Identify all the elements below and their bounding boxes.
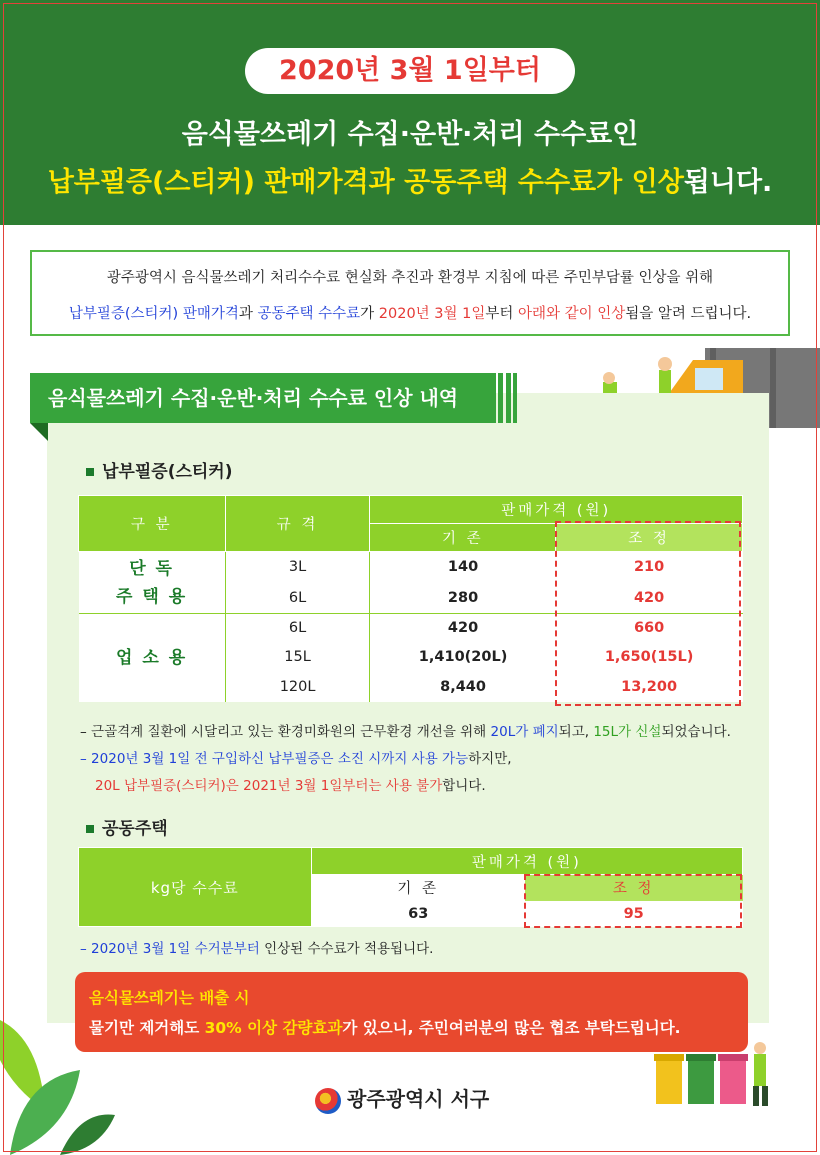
fee-details-panel: [47, 393, 769, 1023]
category-label: 주 택 용: [116, 586, 188, 607]
org-name: 광주광역시 서구: [347, 1087, 490, 1111]
banner-stripe: [513, 373, 517, 423]
sticker-note-2: [80, 747, 512, 767]
note-date-text: 2020년 3월 1일 수거분부터: [91, 941, 260, 957]
note-15l-created: 15L가 신설: [593, 724, 662, 740]
new-price-cell: 210: [556, 552, 743, 583]
notice-sticker-text: 납부필증(스티커) 판매가격: [68, 306, 239, 322]
callout-line2: [89, 1016, 681, 1038]
col-size-header: 규 격: [225, 496, 370, 552]
leaf-decoration: [0, 1000, 120, 1155]
note-text: 인상된 수수료가 적용됩니다.: [259, 941, 434, 957]
bullet-square-icon: [86, 468, 94, 476]
apt-col-old-header: 기 존: [311, 875, 525, 901]
sticker-heading: [86, 457, 233, 482]
footer-org: [315, 1083, 489, 1114]
sticker-note-3: [95, 774, 486, 794]
seogu-logo-icon: [315, 1088, 341, 1114]
apt-new-fee: 95: [525, 901, 743, 927]
size-cell: 6L: [225, 583, 370, 614]
callout-line1: 음식물쓰레기는 배출 시: [89, 989, 250, 1007]
new-price-cell: 660: [556, 614, 743, 643]
notice-apartment-text: 공동주택 수수료: [257, 306, 361, 322]
bullet-square-icon: [86, 825, 94, 833]
table-row: [79, 614, 743, 643]
title-suffix: 됩니다.: [683, 167, 773, 198]
banner-fold: [30, 423, 48, 441]
col-new-header: 조 정: [556, 524, 743, 552]
apt-col-new-header: 조 정: [525, 875, 743, 901]
apt-col-price-header: 판매가격 (원): [311, 848, 742, 875]
callout-text: 가 있으니, 주민여러분의 많은 협조 부탁드립니다.: [342, 1019, 681, 1037]
note-dash: –: [80, 751, 92, 767]
note-20l-abolished: 20L가 폐지: [490, 724, 559, 740]
apartment-heading: [86, 814, 168, 839]
category-label: 단 독: [129, 558, 174, 579]
note-dash: –: [80, 941, 92, 957]
old-price-cell: 1,410(20L): [370, 643, 556, 672]
notice-text: 부터: [485, 306, 518, 322]
notice-text: 가: [360, 306, 379, 322]
category-business: 업 소 용: [79, 614, 226, 702]
apartment-fee-table: [78, 847, 743, 927]
note-usable-text: 2020년 3월 1일 전 구입하신 납부필증은 소진 시까지 사용 가능: [91, 751, 469, 767]
old-price-cell: 280: [370, 583, 556, 614]
callout-box: [75, 972, 748, 1052]
banner-stripe: [498, 373, 503, 423]
page-title-line1: 음식물쓰레기 수집·운반·처리 수수료인: [181, 119, 639, 150]
note-text: – 근골격계 질환에 시달리고 있는 환경미화원의 근무환경 개선을 위해: [80, 724, 491, 740]
note-text: 되고,: [558, 724, 594, 740]
banner-stripe: [506, 373, 511, 423]
size-cell: 3L: [225, 552, 370, 583]
title-highlight: 납부필증(스티커) 판매가격과 공동주택 수수료가 인상: [47, 167, 684, 198]
sticker-note-1: [80, 720, 731, 740]
notice-increase-text: 아래와 같이 인상: [517, 306, 626, 322]
sticker-price-table: [78, 495, 743, 702]
kg-fee-label: kg당 수수료: [79, 848, 312, 927]
callout-highlight: 30% 이상 감량효과: [204, 1019, 343, 1037]
note-text: 하지만,: [468, 751, 512, 767]
notice-line1: 광주광역시 음식물쓰레기 처리수수료 현실화 추진과 환경부 지침에 따른 주민부담률 인상을 위해: [106, 270, 714, 286]
page-title-line2: [0, 160, 820, 199]
notice-box: [30, 250, 790, 336]
col-category-header: 구 분: [79, 496, 226, 552]
size-cell: 15L: [225, 643, 370, 672]
new-price-cell: 1,650(15L): [556, 643, 743, 672]
notice-text: 과: [238, 306, 258, 322]
section-title: 음식물쓰레기 수집·운반·처리 수수료 인상 내역: [30, 373, 496, 423]
recycling-bins-illustration: [650, 1040, 790, 1110]
note-text: 합니다.: [442, 778, 486, 794]
apartment-heading-text: 공동주택: [102, 819, 168, 839]
old-price-cell: 8,440: [370, 672, 556, 702]
note-unusable-text: 20L 납부필증(스티커)은 2021년 3월 1일부터는 사용 불가: [95, 778, 443, 794]
category-detached-house: [79, 552, 226, 614]
table-row: [79, 552, 743, 583]
size-cell: 6L: [225, 614, 370, 643]
note-text: 되었습니다.: [661, 724, 731, 740]
apartment-note: [80, 937, 433, 957]
date-badge: 2020년 3월 1일부터: [245, 48, 575, 94]
new-price-cell: 13,200: [556, 672, 743, 702]
apt-old-fee: 63: [311, 901, 525, 927]
new-price-cell: 420: [556, 583, 743, 614]
old-price-cell: 420: [370, 614, 556, 643]
notice-date-text: 2020년 3월 1일: [378, 306, 486, 322]
callout-text: 물기만 제거해도: [89, 1019, 205, 1037]
col-price-header: 판매가격 (원): [370, 496, 743, 524]
notice-line2: [32, 302, 788, 323]
notice-text: 됨을 알려 드립니다.: [625, 306, 752, 322]
sticker-heading-text: 납부필증(스티커): [102, 462, 233, 482]
size-cell: 120L: [225, 672, 370, 702]
col-old-header: 기 존: [370, 524, 556, 552]
header-banner: [0, 0, 820, 225]
old-price-cell: 140: [370, 552, 556, 583]
